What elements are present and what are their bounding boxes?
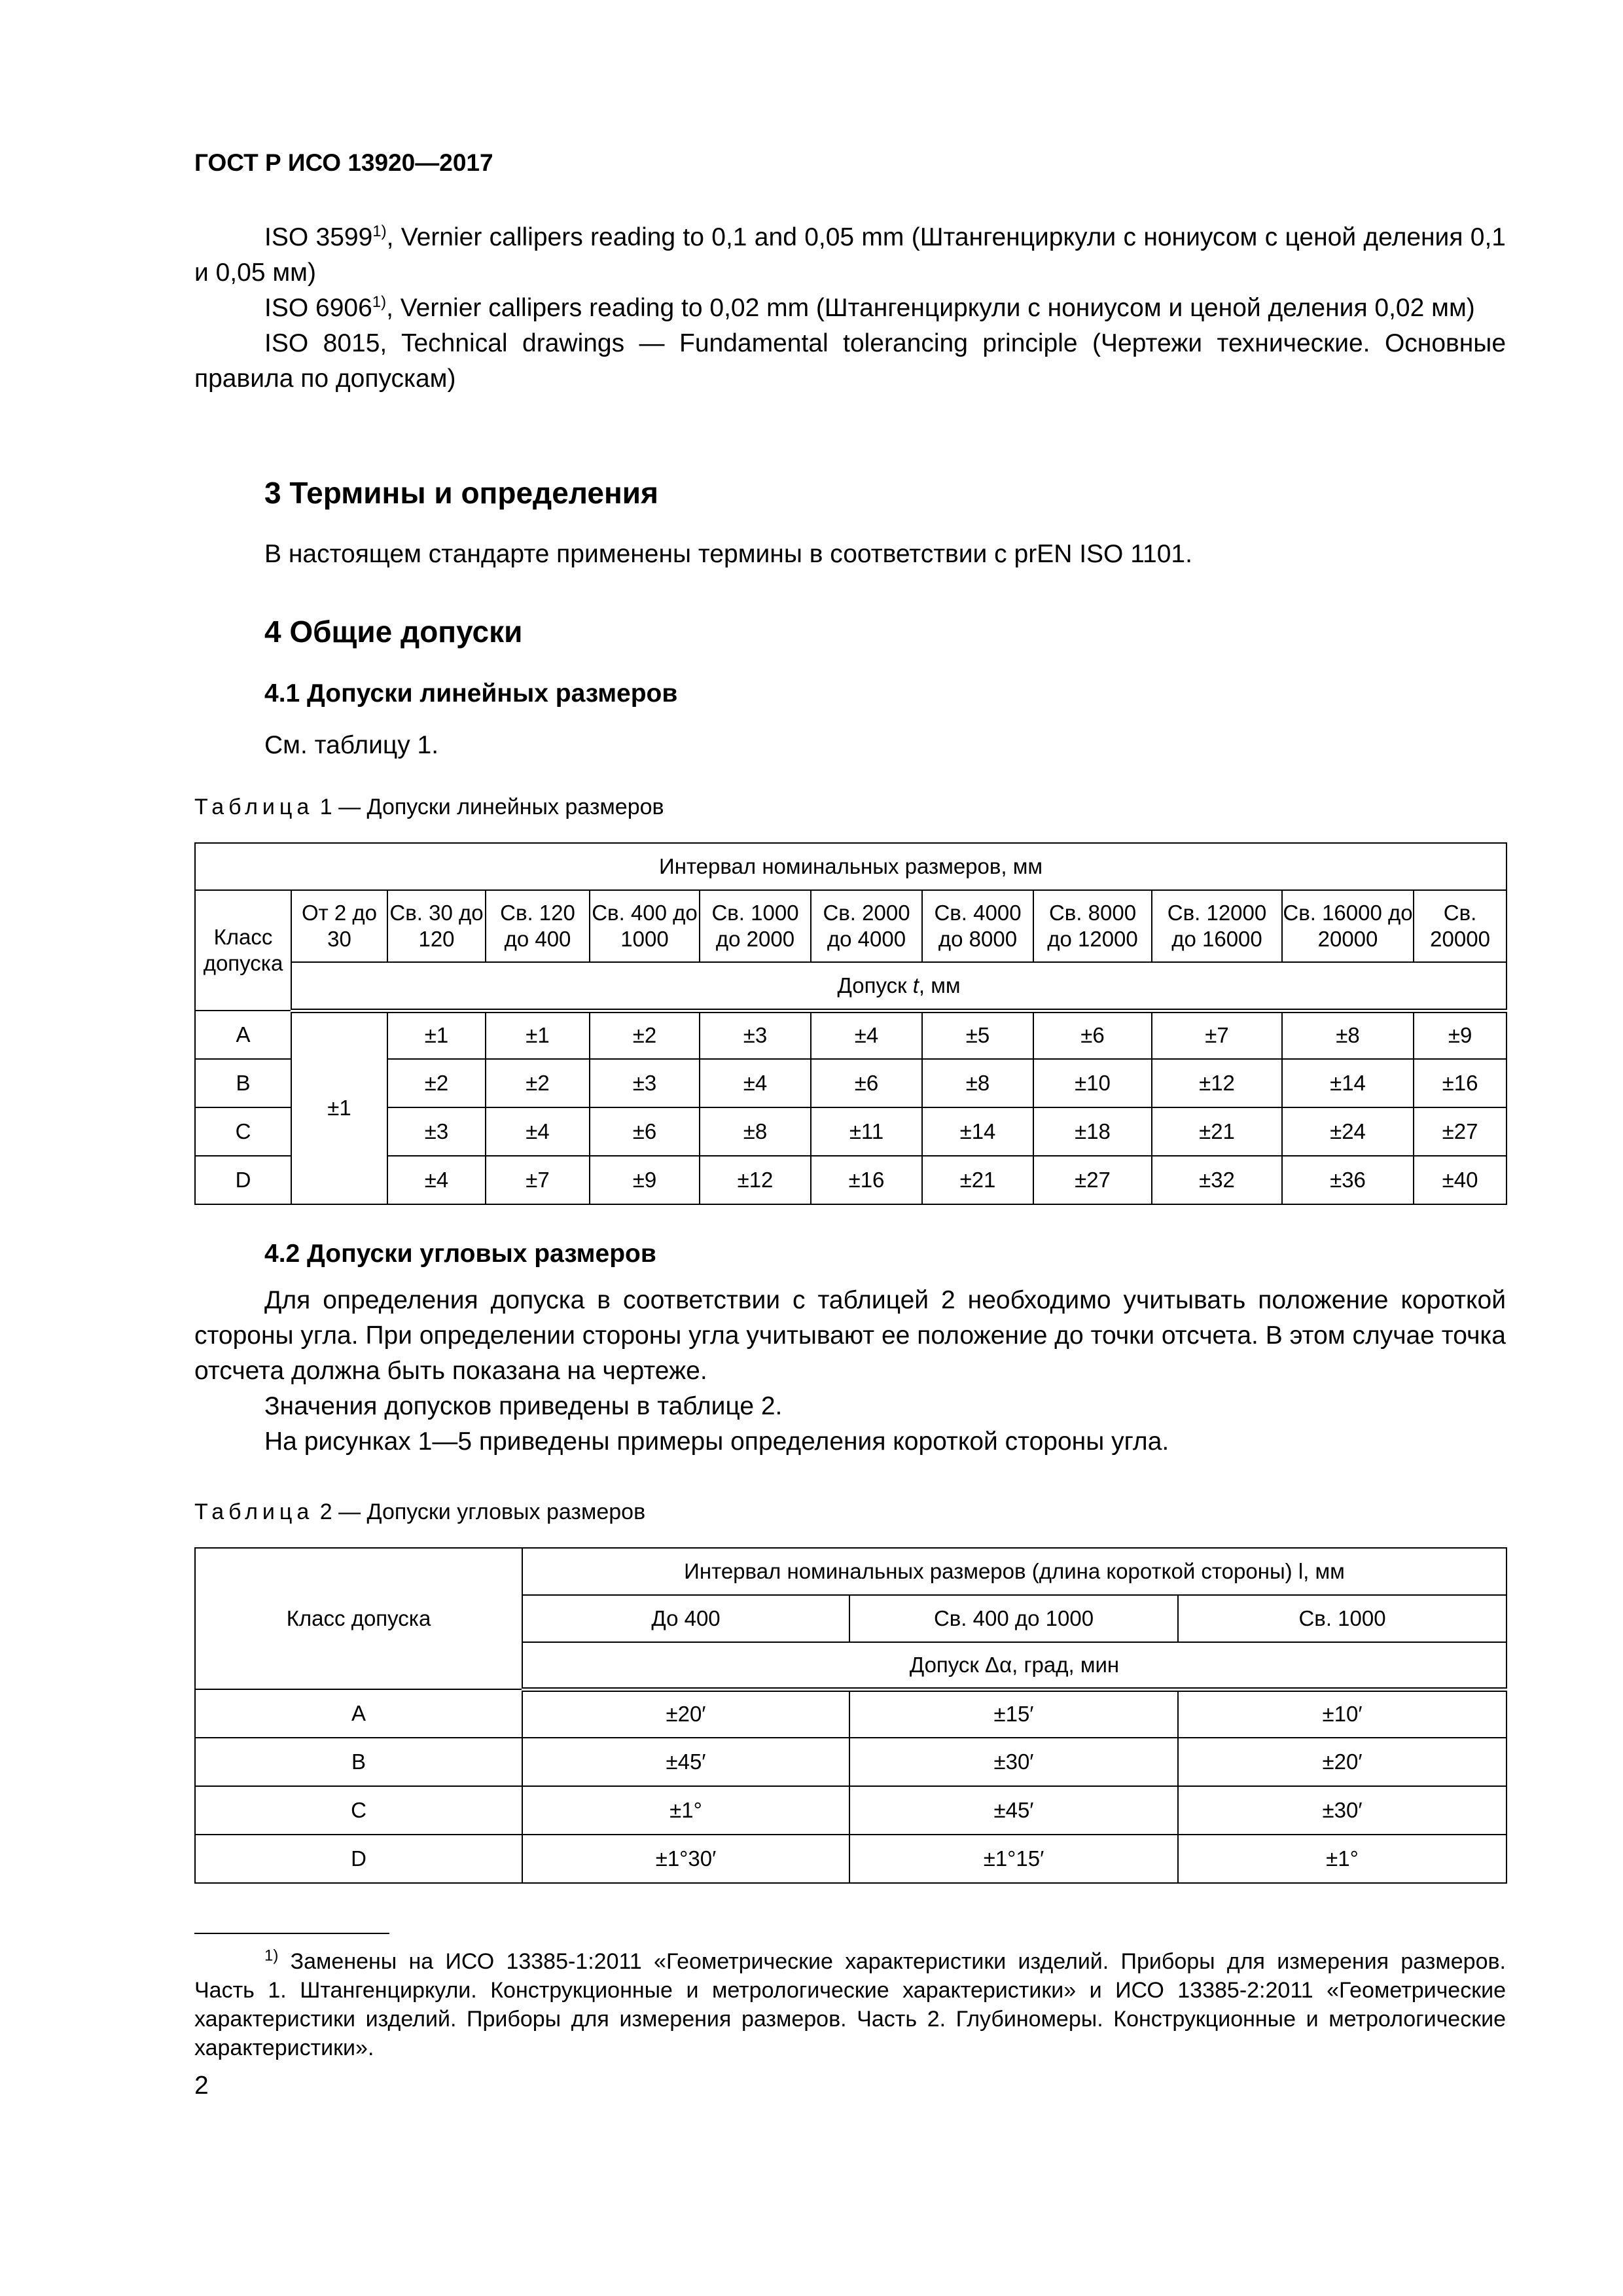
value-cell: ±6	[1033, 1011, 1152, 1059]
reference-text: , Technical drawings — Fundamental tolerancing principle (Чертежи технические. Основные правила по допускам)	[194, 329, 1507, 393]
footnote-divider	[194, 1933, 389, 1934]
table-2-angular-tolerances	[194, 1547, 1507, 1884]
value-cell: ±9	[1414, 1011, 1507, 1059]
class-header: Класс допуска	[195, 1548, 522, 1689]
reference-code: ISO 8015	[264, 329, 380, 357]
value-cell: ±1	[486, 1011, 590, 1059]
value-cell: ±1°30′	[522, 1835, 849, 1883]
value-cell: ±27	[1033, 1156, 1152, 1204]
page-number: 2	[194, 2072, 209, 2100]
table-row	[195, 1689, 1507, 1738]
interval-header: Интервал номинальных размеров (длина короткой стороны) l, мм	[522, 1548, 1507, 1595]
column-header: От 2 до 30	[291, 890, 387, 962]
value-cell: ±10	[1033, 1059, 1152, 1107]
reference-item	[194, 326, 1506, 397]
value-cell: ±2	[486, 1059, 590, 1107]
value-cell: ±7	[486, 1156, 590, 1204]
section-3-text: В настоящем стандарте применены термины в соответствии с prEN ISO 1101.	[264, 540, 1192, 568]
value-cell: ±24	[1282, 1107, 1414, 1156]
class-cell: B	[195, 1738, 522, 1786]
value-cell: ±12	[1152, 1059, 1282, 1107]
value-cell: ±40	[1414, 1156, 1507, 1204]
value-cell: ±14	[1282, 1059, 1414, 1107]
table-row	[195, 1738, 1507, 1786]
section-4-1-title: 4.1 Допуски линейных размеров	[264, 679, 678, 708]
value-cell: ±4	[387, 1156, 486, 1204]
class-cell: A	[195, 1011, 291, 1059]
value-cell: ±20′	[1178, 1738, 1507, 1786]
section-4-title: 4 Общие допуски	[264, 615, 523, 649]
value-cell: ±10′	[1178, 1689, 1507, 1738]
paragraph: На рисунках 1—5 приведены примеры определения короткой стороны угла.	[264, 1427, 1169, 1456]
reference-code: ISO 3599	[264, 223, 373, 251]
value-cell: ±45′	[522, 1738, 849, 1786]
column-header: Св. 12000 до 16000	[1152, 890, 1282, 962]
reference-text: , Vernier callipers reading to 0,1 and 0,05 mm (Штангенциркули с нониусом с ценой деления 0,1 и 0,05 мм)	[194, 223, 1506, 287]
footnote	[194, 1947, 1506, 2062]
section-4-2-text	[194, 1283, 1506, 1460]
column-header: Св. 2000 до 4000	[811, 890, 922, 962]
class-cell: A	[195, 1689, 522, 1738]
value-cell: ±4	[700, 1059, 811, 1107]
value-cell: ±27	[1414, 1107, 1507, 1156]
value-cell: ±4	[811, 1011, 922, 1059]
value-cell: ±16	[1414, 1059, 1507, 1107]
value-cell: ±1°	[1178, 1835, 1507, 1883]
reference-text: , Vernier callipers reading to 0,02 mm (Штангенциркули с нониусом и ценой деления 0,02 мм)	[386, 294, 1475, 322]
tolerance-header: Допуск Δα, град, мин	[522, 1642, 1507, 1689]
value-cell: ±6	[590, 1107, 700, 1156]
table-row	[195, 1059, 1507, 1107]
value-cell: ±3	[590, 1059, 700, 1107]
value-cell: ±45′	[849, 1786, 1178, 1835]
caption-text: 1 — Допуски линейных размеров	[313, 795, 664, 819]
value-cell: ±3	[387, 1107, 486, 1156]
merged-tolerance-cell: ±1	[291, 1011, 387, 1204]
value-cell: ±9	[590, 1156, 700, 1204]
column-header: Св. 1000 до 2000	[700, 890, 811, 962]
interval-header: Интервал номинальных размеров, мм	[195, 843, 1507, 890]
value-cell: ±14	[922, 1107, 1033, 1156]
value-cell: ±12	[700, 1156, 811, 1204]
value-cell: ±2	[590, 1011, 700, 1059]
tolerance-label: Допуск	[837, 973, 913, 997]
value-cell: ±15′	[849, 1689, 1178, 1738]
value-cell: ±2	[387, 1059, 486, 1107]
column-header: Св. 120 до 400	[486, 890, 590, 962]
tolerance-header	[291, 962, 1507, 1011]
column-header: Св. 4000 до 8000	[922, 890, 1033, 962]
table-row	[195, 1835, 1507, 1883]
class-cell: D	[195, 1156, 291, 1204]
paragraph: Для определения допуска в соответствии с таблицей 2 необходимо учитывать положение короткой стороны угла. При определении стороны угла учитывают ее положение до точки отсчета. В этом случае точка отсчета должна быть показана на чертеже.	[194, 1286, 1506, 1385]
value-cell: ±11	[811, 1107, 922, 1156]
caption-text: 2 — Допуски угловых размеров	[313, 1499, 646, 1524]
value-cell: ±1°	[522, 1786, 849, 1835]
footnote-ref: 1)	[372, 293, 387, 311]
column-header: Св. 16000 до 20000	[1282, 890, 1414, 962]
value-cell: ±1°15′	[849, 1835, 1178, 1883]
value-cell: ±36	[1282, 1156, 1414, 1204]
normative-references	[194, 220, 1506, 397]
column-header: Св. 30 до 120	[387, 890, 486, 962]
paragraph: Значения допусков приведены в таблице 2.	[264, 1392, 783, 1420]
column-header: Св. 20000	[1414, 890, 1507, 962]
value-cell: ±21	[922, 1156, 1033, 1204]
value-cell: ±8	[1282, 1011, 1414, 1059]
class-cell: C	[195, 1107, 291, 1156]
column-header: До 400	[522, 1595, 849, 1642]
value-cell: ±32	[1152, 1156, 1282, 1204]
tolerance-unit: , мм	[918, 973, 961, 997]
caption-prefix: Таблица	[194, 795, 314, 819]
column-header: Св. 400 до 1000	[590, 890, 700, 962]
class-header: Класс допуска	[195, 890, 291, 1011]
table-2-caption	[194, 1499, 645, 1525]
document-header: ГОСТ Р ИСО 13920—2017	[194, 149, 493, 176]
caption-prefix: Таблица	[194, 1499, 314, 1524]
table-row	[195, 1107, 1507, 1156]
reference-item	[194, 220, 1506, 291]
class-cell: D	[195, 1835, 522, 1883]
section-4-1-text: См. таблицу 1.	[264, 731, 439, 759]
column-header: Св. 1000	[1178, 1595, 1507, 1642]
column-header: Св. 8000 до 12000	[1033, 890, 1152, 962]
value-cell: ±30′	[849, 1738, 1178, 1786]
table-row	[195, 1786, 1507, 1835]
value-cell: ±6	[811, 1059, 922, 1107]
value-cell: ±8	[922, 1059, 1033, 1107]
column-header: Св. 400 до 1000	[849, 1595, 1178, 1642]
value-cell: ±18	[1033, 1107, 1152, 1156]
section-3-title: 3 Термины и определения	[264, 476, 658, 510]
footnote-ref: 1)	[372, 223, 387, 240]
value-cell: ±8	[700, 1107, 811, 1156]
footnote-mark: 1)	[264, 1946, 279, 1965]
value-cell: ±20′	[522, 1689, 849, 1738]
table-1-caption	[194, 795, 664, 820]
value-cell: ±16	[811, 1156, 922, 1204]
value-cell: ±21	[1152, 1107, 1282, 1156]
footnote-text: Заменены на ИСО 13385-1:2011 «Геометрические характеристики изделий. Приборы для измерения размеров. Часть 1. Штангенциркули. Конструкционные и метрологические характеристики» и ИСО 13385-2:2011 «Геометрические характеристики изделий. Приборы для измерения размеров. Часть 2. Глубиномеры. Конструкционные и метрологические характеристики».	[194, 1949, 1506, 2060]
section-4-2-title: 4.2 Допуски угловых размеров	[264, 1240, 656, 1268]
value-cell: ±4	[486, 1107, 590, 1156]
value-cell: ±30′	[1178, 1786, 1507, 1835]
table-row	[195, 1011, 1507, 1059]
class-cell: B	[195, 1059, 291, 1107]
value-cell: ±7	[1152, 1011, 1282, 1059]
table-row	[195, 1156, 1507, 1204]
reference-code: ISO 6906	[264, 294, 372, 322]
value-cell: ±5	[922, 1011, 1033, 1059]
tolerance-variable: t	[912, 973, 919, 997]
value-cell: ±3	[700, 1011, 811, 1059]
table-1-linear-tolerances	[194, 842, 1507, 1205]
class-cell: C	[195, 1786, 522, 1835]
reference-item	[194, 291, 1506, 326]
value-cell: ±1	[387, 1011, 486, 1059]
